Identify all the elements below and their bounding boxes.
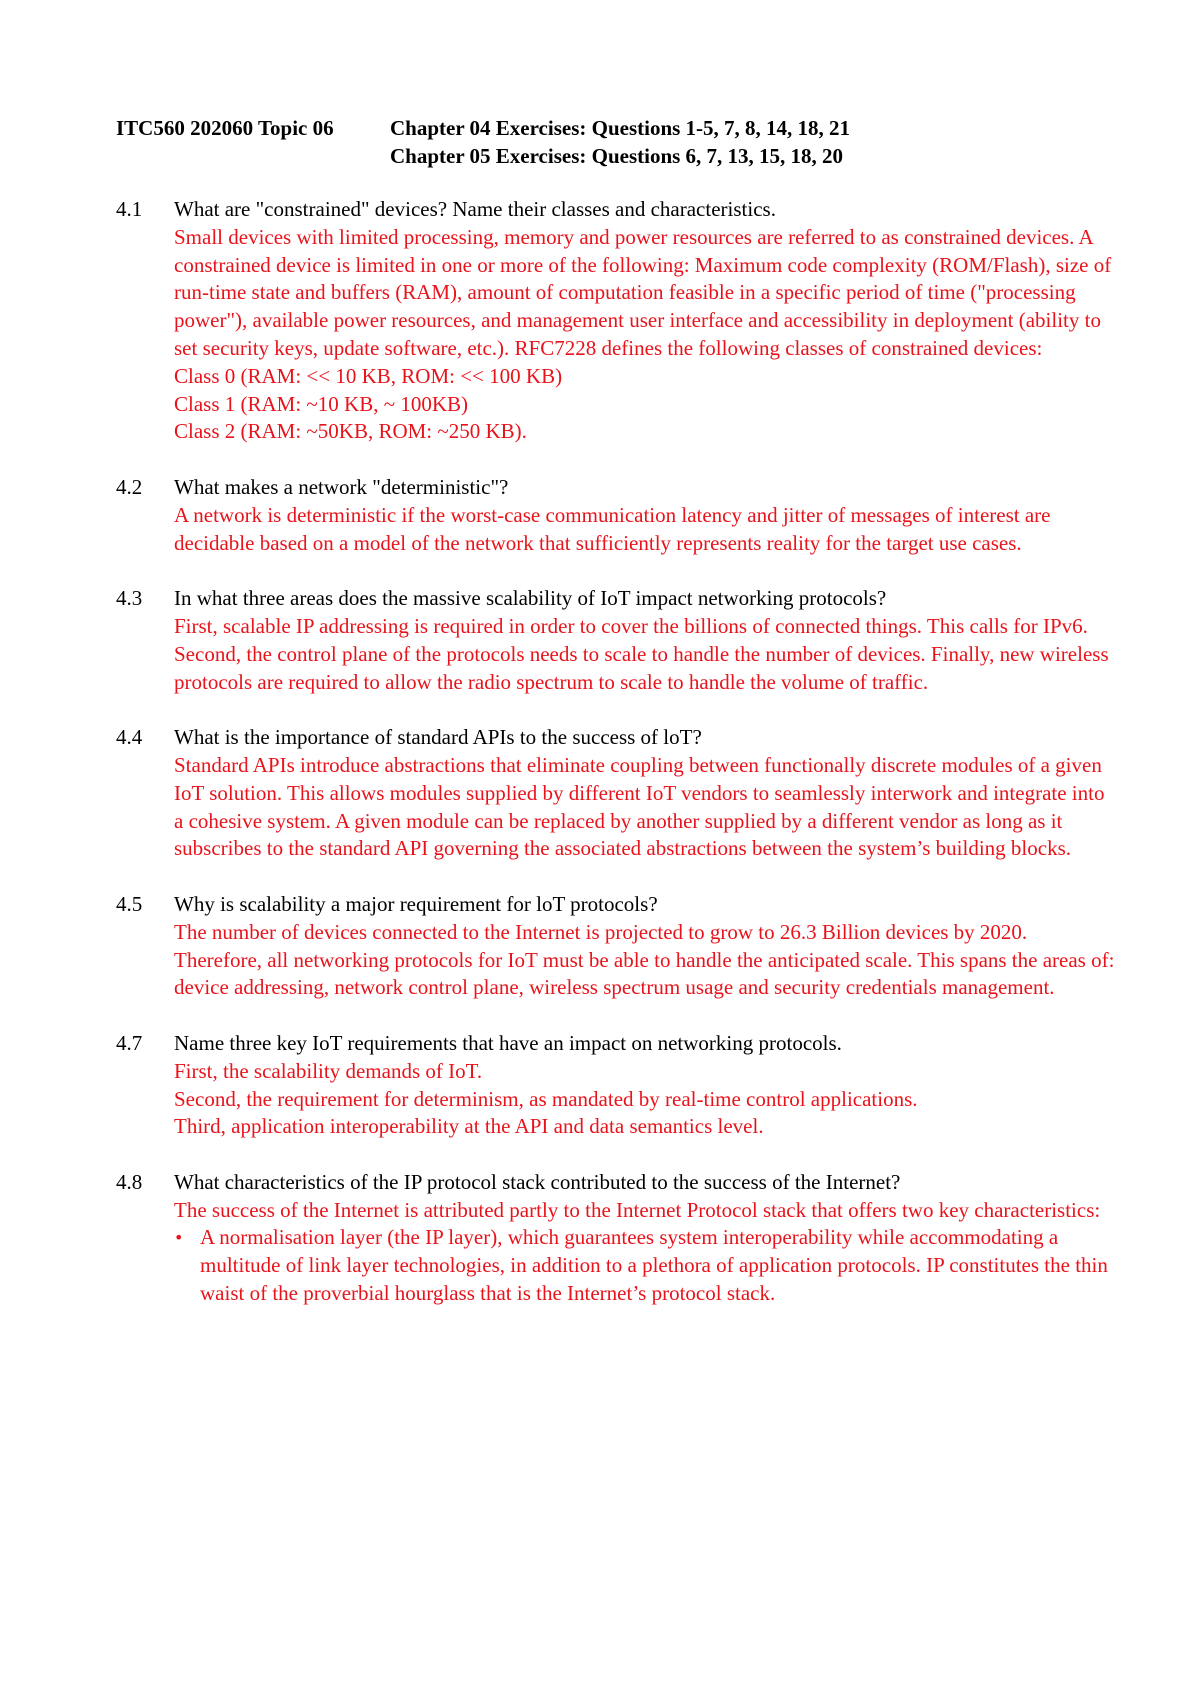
question-text: What are "constrained" devices? Name their classes and characteristics.: [174, 197, 776, 221]
question-item: [116, 196, 1116, 446]
answer-text: [174, 502, 1116, 558]
answer-text: [174, 613, 1116, 696]
answer-paragraph: Class 1 (RAM: ~10 KB, ~ 100KB): [174, 391, 468, 416]
question-text: Name three key IoT requirements that have an impact on networking protocols.: [174, 1030, 842, 1055]
question-text: What is the importance of standard APIs to the success of loT?: [174, 725, 702, 750]
question-number: 4.8: [116, 1169, 143, 1194]
answer-paragraph: Second, the requirement for determinism, as mandated by real-time control applications.: [174, 1086, 918, 1111]
chapter04-exercises: Chapter 04 Exercises: Questions 1-5, 7, 8, 14, 18, 21: [390, 116, 851, 140]
answer-text: [174, 224, 1116, 446]
answer-paragraph: First, scalable IP addressing is required in order to cover the billions of connected things. This calls for IPv6. Second, the control plane of the protocols needs to scale to handle the number of devices. Finally, new wireless protocols are required to allow the radio spectrum to scale to handle the volume of traffic.: [174, 613, 1109, 694]
question-number: 4.2: [116, 474, 143, 499]
answer-text: [174, 1197, 1116, 1308]
answer-paragraph: Class 2 (RAM: ~50KB, ROM: ~250 KB).: [174, 419, 527, 444]
question-text: Why is scalability a major requirement for loT protocols?: [174, 891, 658, 916]
question-number: 4.3: [116, 586, 143, 611]
course-title: ITC560 202060 Topic 06: [116, 116, 334, 140]
list-item: [174, 1224, 1116, 1307]
bullet-text: A normalisation layer (the IP layer), which guarantees system interoperability while accommodating a multitude of link layer technologies, in addition to a plethora of application protocols. IP constitutes the thin waist of the proverbial hourglass that is the Internet’s protocol stack.: [200, 1225, 1108, 1306]
answer-paragraph: Small devices with limited processing, memory and power resources are referred to as constrained devices. A constrained device is limited in one or more of the following: Maximum code complexity (ROM/Flash), size of run-time state and buffers (RAM), amount of computation feasible in a specific period of time ("processing power"), available power resources, and management user interface and accessibility in deployment (ability to set security keys, update software, etc.). RFC7228 defines the following classes of constrained devices:: [174, 224, 1112, 360]
answer-text: [174, 919, 1116, 1002]
answer-paragraph: Standard APIs introduce abstractions that eliminate coupling between functionally discrete modules of a given IoT solution. This allows modules supplied by different IoT vendors to seamlessly interwork and integrate into a cohesive system. A given module can be replaced by another supplied by a different vendor as long as it subscribes to the standard API governing the associated abstractions between the system’s building blocks.: [174, 752, 1105, 861]
answer-text: [174, 1058, 1116, 1141]
answer-paragraph: The success of the Internet is attributed partly to the Internet Protocol stack that offers two key characteristics:: [174, 1197, 1101, 1222]
question-text: What makes a network "deterministic"?: [174, 474, 509, 499]
answer-paragraph: First, the scalability demands of IoT.: [174, 1058, 483, 1083]
question-number: 4.5: [116, 891, 143, 916]
chapter05-exercises: Chapter 05 Exercises: Questions 6, 7, 13, 15, 18, 20: [390, 144, 844, 168]
question-item: [116, 1030, 1116, 1141]
answer-paragraph: Class 0 (RAM: << 10 KB, ROM: << 100 KB): [174, 363, 563, 388]
question-item: [116, 474, 1116, 557]
question-item: [116, 1169, 1116, 1308]
answer-text: [174, 752, 1116, 863]
question-item: [116, 585, 1116, 696]
answer-bullet-list: [174, 1224, 1116, 1307]
bullet-icon: •: [174, 1228, 184, 1248]
answer-paragraph: A network is deterministic if the worst-case communication latency and jitter of messages of interest are decidable based on a model of the network that sufficiently represents reality for the target use cases.: [174, 502, 1051, 555]
question-number: 4.1: [116, 197, 143, 221]
question-item: [116, 891, 1116, 1002]
question-text: What characteristics of the IP protocol stack contributed to the success of the Internet?: [174, 1169, 901, 1194]
answer-paragraph: Third, application interoperability at the API and data semantics level.: [174, 1114, 764, 1139]
question-number: 4.7: [116, 1030, 143, 1055]
answer-paragraph: The number of devices connected to the Internet is projected to grow to 26.3 Billion devices by 2020. Therefore, all networking protocols for IoT must be able to handle the anticipated scale. This spans the areas of: device addressing, network control plane, wireless spectrum usage and security credentials management.: [174, 919, 1115, 1000]
question-number: 4.4: [116, 725, 143, 750]
question-text: In what three areas does the massive scalability of IoT impact networking protocols?: [174, 586, 887, 611]
question-list: [116, 196, 1116, 1336]
question-item: [116, 724, 1116, 863]
document-header: [116, 114, 850, 170]
